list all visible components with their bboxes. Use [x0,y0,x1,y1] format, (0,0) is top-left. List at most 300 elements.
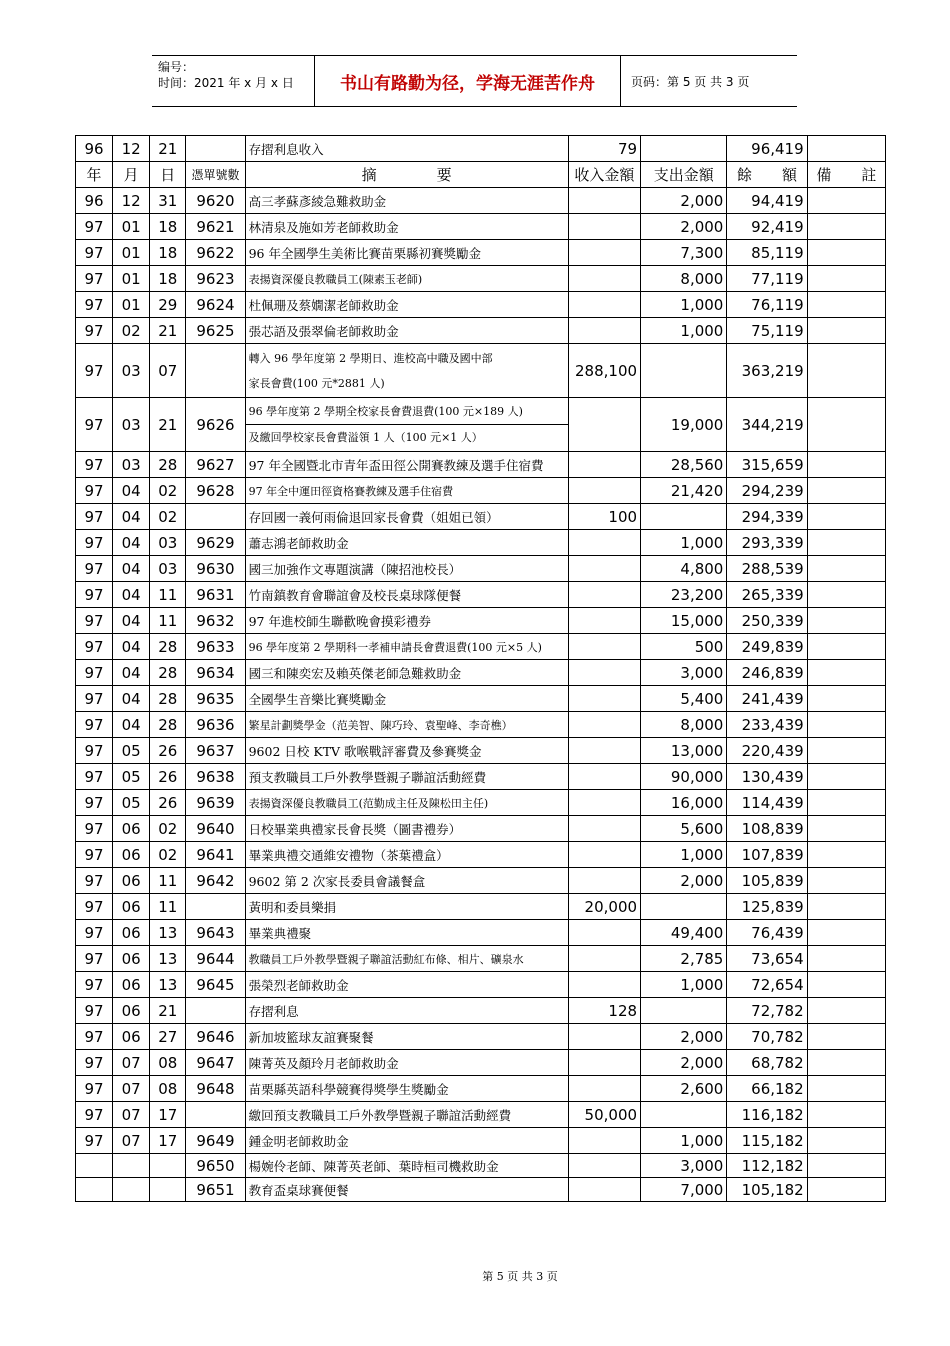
table-row [76,556,886,582]
note-cell [807,1102,885,1128]
year-cell: 97 [76,1050,113,1076]
table-row [76,582,886,608]
note-cell [807,738,885,764]
note-cell [807,842,885,868]
voucher-cell: 9637 [186,738,245,764]
balance-cell: 76,119 [727,292,807,318]
voucher-cell: 9641 [186,842,245,868]
year-cell: 97 [76,920,113,946]
expense-cell: 500 [641,634,727,660]
desc-cell: 繁星計劃獎學金（范美智、陳巧玲、袁聖峰、李奇樵） [245,712,568,738]
note-cell [807,556,885,582]
month-cell: 04 [113,530,150,556]
year-cell [76,1154,113,1178]
table-row [76,1024,886,1050]
voucher-cell: 9634 [186,660,245,686]
month-cell: 05 [113,738,150,764]
day-cell: 28 [150,686,186,712]
income-cell: 288,100 [568,344,640,398]
day-cell: 27 [150,1024,186,1050]
table-row [76,946,886,972]
day-cell: 26 [150,738,186,764]
balance-cell: 315,659 [727,452,807,478]
balance-cell: 105,182 [727,1178,807,1202]
expense-cell: 2,000 [641,214,727,240]
income-cell [568,292,640,318]
day-cell: 29 [150,292,186,318]
balance-cell: 294,239 [727,478,807,504]
year-cell: 96 [76,136,113,162]
month-cell: 06 [113,842,150,868]
month-cell: 06 [113,946,150,972]
income-cell [568,868,640,894]
month-cell: 04 [113,634,150,660]
desc-cell: 國三加強作文專題演講（陳招池校長） [245,556,568,582]
table-row [76,1050,886,1076]
page-header [152,55,797,107]
voucher-cell: 9621 [186,214,245,240]
desc-cell: 新加坡籃球友誼賽聚餐 [245,1024,568,1050]
month-cell: 04 [113,504,150,530]
voucher-cell: 9640 [186,816,245,842]
day-cell: 13 [150,920,186,946]
table-row [76,1076,886,1102]
month-cell: 06 [113,894,150,920]
balance-cell: 108,839 [727,816,807,842]
expense-cell [641,998,727,1024]
income-cell [568,1128,640,1154]
col-month: 月 [113,162,150,188]
balance-cell: 294,339 [727,504,807,530]
desc-cell: 竹南鎮教育會聯誼會及校長桌球隊便餐 [245,582,568,608]
month-cell: 06 [113,1024,150,1050]
expense-cell: 1,000 [641,530,727,556]
month-cell [113,1154,150,1178]
table-row [76,344,886,398]
table-row [76,790,886,816]
day-cell: 21 [150,398,186,452]
page-footer: 第 5 页 共 3 页 [482,1270,558,1283]
desc-cell: 存摺利息收入 [245,136,568,162]
day-cell: 02 [150,504,186,530]
day-cell: 26 [150,790,186,816]
col-voucher: 憑單號數 [186,162,245,188]
note-cell [807,920,885,946]
income-cell [568,1178,640,1202]
balance-cell: 85,119 [727,240,807,266]
voucher-cell [186,998,245,1024]
income-cell [568,266,640,292]
balance-cell: 265,339 [727,582,807,608]
expense-cell: 2,000 [641,188,727,214]
day-cell: 21 [150,136,186,162]
note-cell [807,136,885,162]
table-row [76,764,886,790]
desc-line-1: 96 學年度第 2 學期全校家長會費退費(100 元×189 人) [246,399,568,425]
income-cell [568,634,640,660]
balance-cell: 70,782 [727,1024,807,1050]
note-cell [807,1128,885,1154]
table-row [76,660,886,686]
desc-cell: 林清泉及施如芳老師救助金 [245,214,568,240]
balance-cell: 241,439 [727,686,807,712]
balance-cell: 72,654 [727,972,807,998]
voucher-cell [186,1102,245,1128]
income-cell [568,582,640,608]
header-meta [152,56,314,106]
table-row [76,842,886,868]
expense-cell [641,344,727,398]
balance-cell: 77,119 [727,266,807,292]
month-cell: 01 [113,292,150,318]
voucher-cell [186,894,245,920]
note-cell [807,344,885,398]
year-cell: 97 [76,634,113,660]
desc-cell: 9602 第 2 次家長委員會議餐盒 [245,868,568,894]
income-cell [568,686,640,712]
expense-cell [641,1102,727,1128]
year-cell: 97 [76,1128,113,1154]
note-cell [807,894,885,920]
month-cell: 06 [113,868,150,894]
balance-cell: 107,839 [727,842,807,868]
month-cell: 04 [113,556,150,582]
year-cell: 97 [76,318,113,344]
day-cell: 28 [150,712,186,738]
year-cell: 97 [76,1076,113,1102]
voucher-cell [186,136,245,162]
expense-cell: 5,600 [641,816,727,842]
table-row [76,292,886,318]
note-cell [807,292,885,318]
income-cell [568,530,640,556]
year-cell: 97 [76,608,113,634]
expense-cell: 13,000 [641,738,727,764]
income-cell [568,608,640,634]
balance-cell: 130,439 [727,764,807,790]
desc-cell: 畢業典禮交通維安禮物（茶葉禮盒） [245,842,568,868]
income-cell [568,1024,640,1050]
voucher-cell: 9651 [186,1178,245,1202]
col-day: 日 [150,162,186,188]
day-cell: 11 [150,894,186,920]
year-cell: 97 [76,530,113,556]
desc-cell: 97 年全國暨北市青年盃田徑公開賽教練及選手住宿費 [245,452,568,478]
month-cell: 05 [113,790,150,816]
note-cell [807,214,885,240]
month-cell: 07 [113,1128,150,1154]
voucher-cell: 9629 [186,530,245,556]
time-label: 时间：2021 年 x 月 x 日 [158,76,294,90]
note-cell [807,398,885,452]
desc-cell: 教職員工戶外教學暨親子聯誼活動紅布條、相片、礦泉水 [245,946,568,972]
income-cell [568,398,640,452]
col-income: 收入金額 [568,162,640,188]
table-row [76,188,886,214]
expense-cell: 49,400 [641,920,727,946]
desc-cell: 黃明和委員樂捐 [245,894,568,920]
note-cell [807,816,885,842]
day-cell: 13 [150,972,186,998]
month-cell: 05 [113,764,150,790]
note-cell [807,582,885,608]
month-cell: 07 [113,1076,150,1102]
year-cell: 97 [76,214,113,240]
day-cell [150,1154,186,1178]
day-cell: 21 [150,318,186,344]
balance-cell: 75,119 [727,318,807,344]
number-label: 编号： [158,60,195,74]
year-cell: 97 [76,398,113,452]
year-cell: 97 [76,660,113,686]
income-cell [568,556,640,582]
table-row [76,318,886,344]
balance-cell: 115,182 [727,1128,807,1154]
income-cell [568,1076,640,1102]
month-cell: 12 [113,136,150,162]
income-cell [568,188,640,214]
table-row [76,608,886,634]
note-cell [807,946,885,972]
balance-cell: 96,419 [727,136,807,162]
day-cell: 02 [150,842,186,868]
note-cell [807,1024,885,1050]
day-cell: 08 [150,1050,186,1076]
expense-cell: 2,000 [641,1050,727,1076]
desc-cell [245,344,568,398]
expense-cell: 4,800 [641,556,727,582]
year-cell: 97 [76,738,113,764]
balance-cell: 116,182 [727,1102,807,1128]
income-cell [568,1050,640,1076]
voucher-cell: 9624 [186,292,245,318]
desc-cell: 國三和陳奕宏及賴英傑老師急難救助金 [245,660,568,686]
balance-cell: 105,839 [727,868,807,894]
table-row [76,1102,886,1128]
note-cell [807,1154,885,1178]
note-cell [807,504,885,530]
expense-cell: 2,785 [641,946,727,972]
balance-cell: 114,439 [727,790,807,816]
day-cell: 31 [150,188,186,214]
voucher-cell: 9645 [186,972,245,998]
desc-cell: 表揚資深優良教職員工(范勤成主任及陳松田主任) [245,790,568,816]
year-cell: 97 [76,344,113,398]
desc-cell: 存回國一義何雨倫退回家長會費（姐姐已領） [245,504,568,530]
year-cell: 97 [76,686,113,712]
income-cell [568,738,640,764]
table-row [76,634,886,660]
voucher-cell: 9628 [186,478,245,504]
table-row [76,972,886,998]
expense-cell: 2,000 [641,1024,727,1050]
balance-cell: 246,839 [727,660,807,686]
month-cell: 04 [113,686,150,712]
year-cell: 97 [76,998,113,1024]
desc-cell: 全國學生音樂比賽獎勵金 [245,686,568,712]
balance-cell: 293,339 [727,530,807,556]
day-cell: 02 [150,816,186,842]
table-row [76,478,886,504]
desc-cell: 9602 日校 KTV 歌喉戰評審費及參賽獎金 [245,738,568,764]
day-cell: 13 [150,946,186,972]
note-cell [807,634,885,660]
desc-cell: 96 學年度第 2 學期科一孝補申請長會費退費(100 元×5 人) [245,634,568,660]
year-cell: 97 [76,790,113,816]
balance-cell: 233,439 [727,712,807,738]
desc-cell [245,398,568,452]
balance-cell: 94,419 [727,188,807,214]
year-cell: 97 [76,1024,113,1050]
expense-cell: 1,000 [641,292,727,318]
day-cell: 17 [150,1128,186,1154]
income-cell [568,712,640,738]
voucher-cell: 9639 [186,790,245,816]
year-cell: 97 [76,946,113,972]
note-cell [807,1050,885,1076]
voucher-cell: 9630 [186,556,245,582]
voucher-cell: 9647 [186,1050,245,1076]
year-cell: 97 [76,1102,113,1128]
income-cell: 128 [568,998,640,1024]
header-page-label: 页码：第 5 页 共 3 页 [631,74,750,89]
month-cell: 06 [113,998,150,1024]
table-row [76,998,886,1024]
balance-cell: 125,839 [727,894,807,920]
voucher-cell: 9622 [186,240,245,266]
table-row [76,530,886,556]
balance-cell: 73,654 [727,946,807,972]
month-cell: 07 [113,1050,150,1076]
voucher-cell: 9646 [186,1024,245,1050]
voucher-cell: 9620 [186,188,245,214]
desc-cell: 表揚資深優良教職員工(陳素玉老師) [245,266,568,292]
income-cell [568,478,640,504]
balance-cell: 249,839 [727,634,807,660]
note-cell [807,266,885,292]
note-cell [807,1076,885,1102]
table-row [76,214,886,240]
desc-cell: 楊婉伶老師、陳菁英老師、葉時桓司機救助金 [245,1154,568,1178]
month-cell: 04 [113,478,150,504]
month-cell: 04 [113,608,150,634]
col-balance: 餘 額 [727,162,807,188]
voucher-cell: 9636 [186,712,245,738]
expense-cell: 2,600 [641,1076,727,1102]
desc-cell: 苗栗縣英語科學競賽得獎學生獎勵金 [245,1076,568,1102]
expense-cell: 1,000 [641,842,727,868]
voucher-cell: 9643 [186,920,245,946]
voucher-cell: 9642 [186,868,245,894]
note-cell [807,868,885,894]
desc-cell: 97 年進校師生聯歡晚會摸彩禮券 [245,608,568,634]
voucher-cell: 9627 [186,452,245,478]
month-cell: 06 [113,920,150,946]
year-cell: 97 [76,764,113,790]
table-row [76,920,886,946]
month-cell: 03 [113,398,150,452]
voucher-cell: 9626 [186,398,245,452]
col-note: 備 註 [807,162,885,188]
day-cell: 18 [150,214,186,240]
table-row [76,136,886,162]
day-cell [150,1178,186,1202]
month-cell: 01 [113,266,150,292]
day-cell: 26 [150,764,186,790]
desc-line-2: 及繳回學校家長會費溢領 1 人（100 元×1 人） [248,431,483,444]
note-cell [807,188,885,214]
note-cell [807,318,885,344]
desc-line-1: 轉入 96 學年度第 2 學期日、進校高中職及國中部 [248,351,493,365]
col-year: 年 [76,162,113,188]
voucher-cell: 9648 [186,1076,245,1102]
note-cell [807,530,885,556]
month-cell: 04 [113,712,150,738]
month-cell: 03 [113,452,150,478]
note-cell [807,478,885,504]
note-cell [807,608,885,634]
voucher-cell: 9633 [186,634,245,660]
expense-cell: 90,000 [641,764,727,790]
table-row [76,240,886,266]
income-cell [568,920,640,946]
col-desc: 摘 要 [245,162,568,188]
desc-cell: 張榮烈老師救助金 [245,972,568,998]
day-cell: 02 [150,478,186,504]
column-header-row [76,162,886,188]
day-cell: 07 [150,344,186,398]
year-cell: 97 [76,504,113,530]
expense-cell [641,504,727,530]
desc-cell: 97 年全中運田徑資格賽教練及選手住宿費 [245,478,568,504]
voucher-cell: 9623 [186,266,245,292]
year-cell: 97 [76,894,113,920]
day-cell: 28 [150,452,186,478]
note-cell [807,998,885,1024]
desc-cell: 教育盃桌球賽便餐 [245,1178,568,1202]
expense-cell: 3,000 [641,660,727,686]
year-cell: 97 [76,478,113,504]
year-cell: 97 [76,712,113,738]
income-cell [568,1154,640,1178]
table-row [76,738,886,764]
year-cell: 97 [76,868,113,894]
expense-cell: 1,000 [641,972,727,998]
desc-line-2: 家長會費(100 元*2881 人) [248,376,385,390]
voucher-cell: 9644 [186,946,245,972]
day-cell: 18 [150,266,186,292]
balance-cell: 66,182 [727,1076,807,1102]
table-row [76,894,886,920]
expense-cell [641,894,727,920]
month-cell: 07 [113,1102,150,1128]
income-cell [568,764,640,790]
desc-cell: 畢業典禮聚 [245,920,568,946]
table-row [76,504,886,530]
desc-cell: 存摺利息 [245,998,568,1024]
year-cell: 97 [76,842,113,868]
year-cell: 97 [76,292,113,318]
table-row [76,868,886,894]
income-cell [568,790,640,816]
income-cell [568,318,640,344]
balance-cell: 72,782 [727,998,807,1024]
day-cell: 03 [150,556,186,582]
expense-cell: 23,200 [641,582,727,608]
month-cell: 06 [113,816,150,842]
month-cell: 02 [113,318,150,344]
month-cell: 04 [113,660,150,686]
